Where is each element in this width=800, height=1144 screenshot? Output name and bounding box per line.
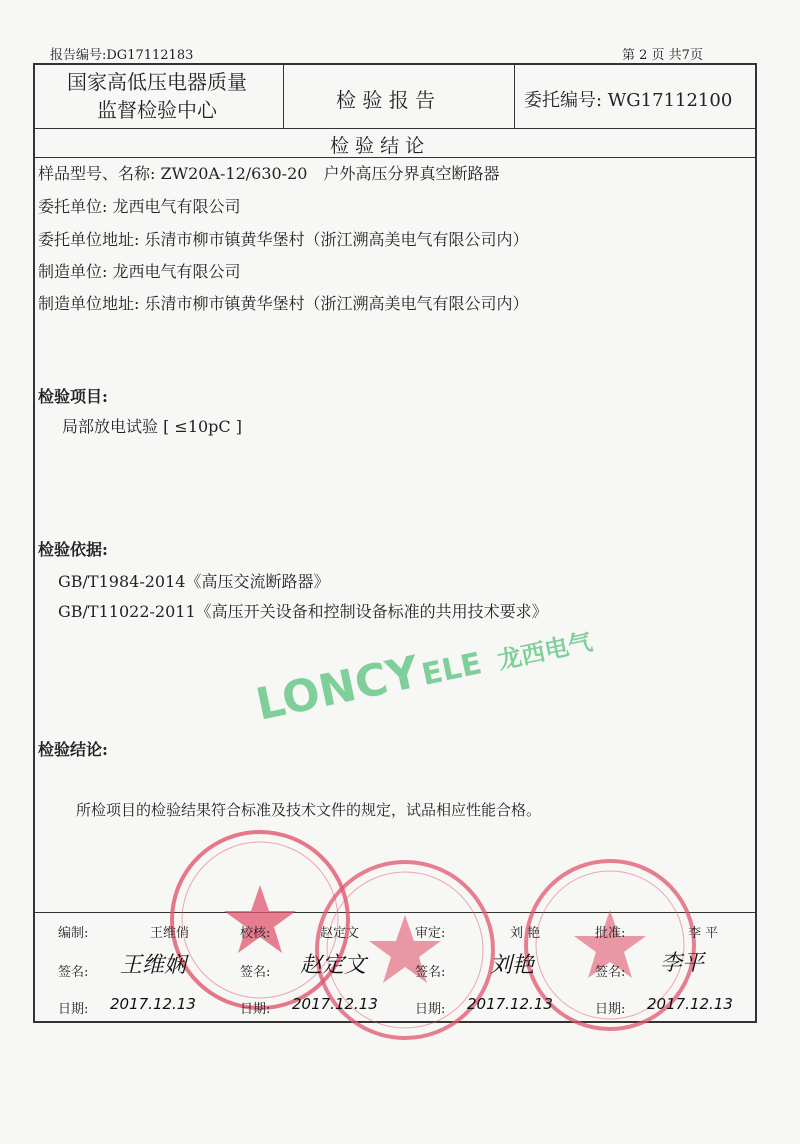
- report-number: 报告编号:DG17112183: [50, 48, 194, 63]
- date-label: 日期:: [595, 1002, 626, 1017]
- role-approved: 批准:: [595, 926, 626, 941]
- conclusion-text: 所检项目的检验结果符合标准及技术文件的规定，试品相应性能合格。: [76, 801, 542, 819]
- signature: 刘艳: [490, 953, 535, 978]
- field-value: 乐清市柳市镇黄华堡村（浙江溯高美电气有限公司内）: [144, 294, 529, 313]
- date: 2017.12.13: [292, 995, 378, 1013]
- field-value: 龙西电气有限公司: [112, 197, 241, 216]
- loncy-watermark: [250, 628, 650, 732]
- field-sample: [38, 161, 499, 184]
- role-checked: 校核:: [240, 926, 271, 941]
- field-manufacturer-address: [38, 291, 529, 314]
- inspection-center-stamp: [310, 855, 500, 1045]
- field-label: 样品型号、名称:: [38, 164, 156, 183]
- signature: 赵定文: [300, 953, 367, 978]
- field-label: 制造单位:: [38, 262, 108, 281]
- page-number: 第 2 页 共7页: [622, 48, 703, 63]
- org-line1: 国家高低压电器质量: [67, 70, 247, 94]
- sign-label: 签名:: [58, 965, 89, 980]
- entrust-number: 委托编号: WG17112100: [524, 90, 733, 111]
- org-name: [52, 68, 262, 124]
- field-manufacturer: [38, 259, 241, 282]
- field-value: 乐清市柳市镇黄华堡村（浙江溯高美电气有限公司内）: [144, 230, 529, 249]
- date-label: 日期:: [415, 1002, 446, 1017]
- field-label: 委托单位:: [38, 197, 108, 216]
- sign-label: 签名:: [240, 965, 271, 980]
- org-line2: 监督检验中心: [97, 98, 217, 122]
- date-label: 日期:: [58, 1002, 89, 1017]
- sign-label: 签名:: [595, 965, 626, 980]
- watermark-brand: LONCY: [251, 646, 424, 731]
- name-checked: 赵定文: [320, 926, 360, 941]
- role-compiled: 编制:: [58, 926, 89, 941]
- divider: [514, 63, 515, 128]
- date: 2017.12.13: [647, 995, 733, 1013]
- section-title: 检 验 结 论: [330, 135, 425, 157]
- field-value: ZW20A-12/630-20 户外高压分界真空断路器: [160, 164, 500, 183]
- field-label: 制造单位地址:: [38, 294, 140, 313]
- star-icon: [224, 885, 296, 953]
- basis-item: GB/T1984-2014《高压交流断路器》: [58, 572, 330, 591]
- basis-item: GB/T11022-2011《高压开关设备和控制设备标准的共用技术要求》: [58, 602, 548, 621]
- name-compiled: 王维俏: [150, 926, 190, 941]
- role-reviewed: 审定:: [415, 926, 446, 941]
- date: 2017.12.13: [467, 995, 553, 1013]
- field-label: 委托单位地址:: [38, 230, 140, 249]
- name-reviewed: 刘 艳: [510, 926, 541, 941]
- date-label: 日期:: [240, 1002, 271, 1017]
- sign-label: 签名:: [415, 965, 446, 980]
- field-client-address: [38, 227, 529, 250]
- doc-title: 检 验 报 告: [336, 88, 436, 112]
- watermark-suffix: ELE: [418, 646, 485, 693]
- conclusion-label: 检验结论:: [38, 740, 108, 759]
- name-approved: 李 平: [688, 926, 719, 941]
- divider: [283, 63, 284, 128]
- basis-label: 检验依据:: [38, 540, 108, 559]
- field-client: [38, 194, 241, 217]
- item: 局部放电试验 [ ≤10pC ]: [62, 417, 242, 436]
- divider: [33, 128, 757, 129]
- field-value: 龙西电气有限公司: [112, 262, 241, 281]
- watermark-cn: 龙西电气: [495, 628, 595, 675]
- items-label: 检验项目:: [38, 387, 108, 406]
- signature: 王维娴: [120, 953, 187, 978]
- signature: 李平: [660, 951, 705, 976]
- date: 2017.12.13: [110, 995, 196, 1013]
